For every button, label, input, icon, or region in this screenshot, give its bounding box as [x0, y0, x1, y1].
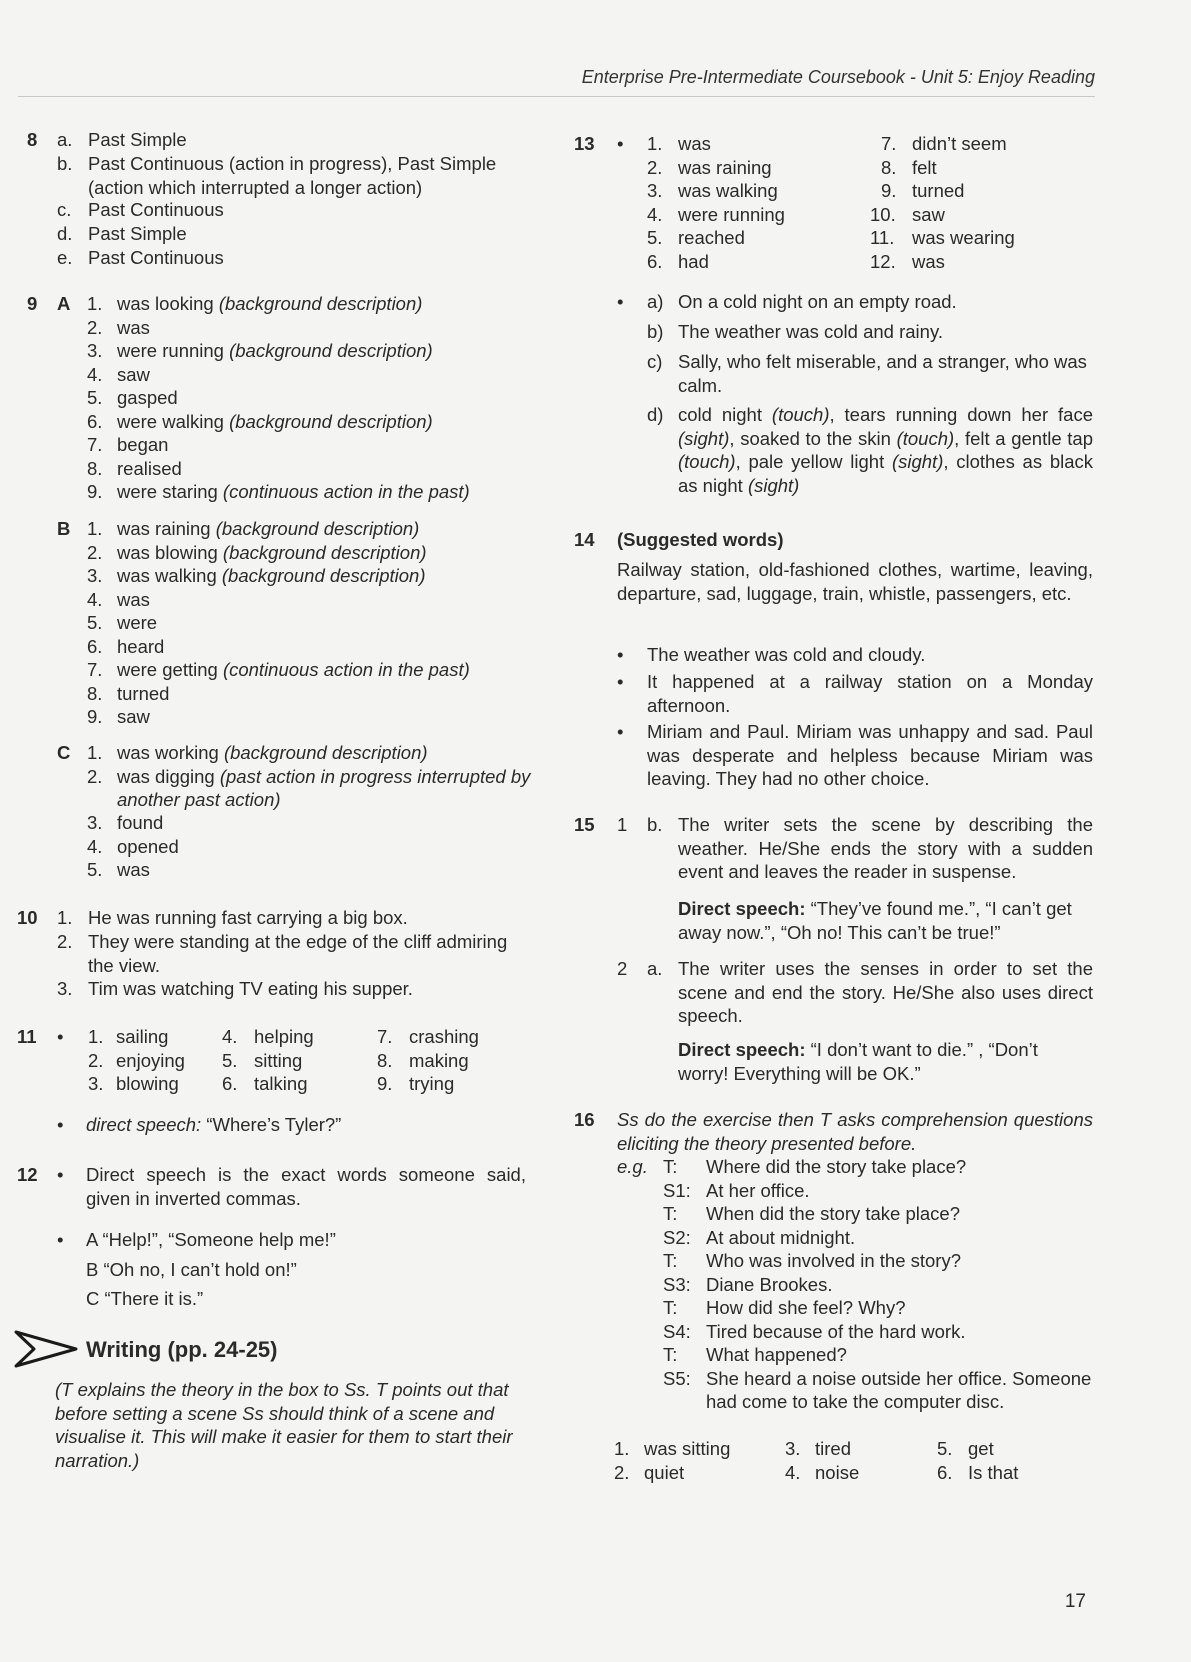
word-number: 11.	[870, 227, 895, 248]
list-item: Past Simple	[88, 129, 187, 150]
word: crashing	[409, 1026, 479, 1047]
word-number: 2.	[614, 1461, 630, 1483]
bullet: •	[617, 644, 624, 665]
bullet: •	[57, 1164, 64, 1185]
exercise-15-direct-speech-1	[678, 897, 1093, 944]
word-number: 12.	[870, 250, 896, 272]
exercise-15-part-1: 1	[617, 814, 628, 835]
exercise-14-title: (Suggested words)	[617, 529, 784, 550]
exercise-13-answer-c: Sally, who felt miserable, and a stranger, who was calm.	[678, 351, 1087, 396]
list-item-number: 7.	[87, 434, 103, 455]
answer-note: (past action in progress interrupted by another past action)	[117, 765, 531, 810]
list-item: Past Continuous	[88, 199, 224, 220]
exercise-14-words: Railway station, old-fashioned clothes, wartime, leaving, departure, sad, luggage, train, whistle, passengers, etc.	[617, 559, 1093, 604]
word-number: 3.	[88, 1073, 104, 1094]
answer-text: was blowing	[117, 541, 218, 563]
speaker: S5:	[663, 1367, 691, 1389]
word: blowing	[116, 1073, 179, 1094]
list-item-number: 2.	[57, 931, 73, 952]
list-item-number: 1.	[87, 742, 103, 763]
list-item-number: 4.	[87, 363, 103, 385]
writing-heading: Writing (pp. 24-25)	[86, 1337, 278, 1362]
list-item-number: 4.	[87, 835, 103, 857]
answer-note: (background description)	[229, 410, 433, 432]
dialogue-line: She heard a noise outside her office. Someone had come to take the computer disc.	[706, 1367, 1092, 1412]
exercise-9-section-a: A	[57, 293, 71, 314]
word-number: 5.	[937, 1438, 953, 1459]
word-number: 1.	[647, 133, 663, 154]
list-item-letter: d.	[57, 223, 73, 244]
exercise-15-answer-1: The writer sets the scene by describing the weather. He/She ends the story with a sudden event and leaves the reader in suspense.	[678, 814, 1093, 882]
word-number: 1.	[88, 1026, 104, 1047]
word: felt	[912, 156, 937, 178]
word: was	[912, 250, 945, 272]
answer-text: saw	[117, 706, 150, 727]
list-item-number: 2.	[87, 541, 103, 563]
word: sailing	[116, 1026, 169, 1047]
list-item-number: 8.	[87, 682, 103, 704]
sense-note: (touch)	[771, 404, 830, 425]
list-item-number: 3.	[87, 340, 103, 361]
word-number: 7.	[881, 133, 897, 154]
direct-speech-label: Direct speech:	[678, 1039, 806, 1060]
list-item-number: 7.	[87, 659, 103, 680]
answer-note: (background description)	[221, 565, 426, 586]
word-number: 8.	[881, 156, 897, 178]
dialogue-line: When did the story take place?	[706, 1203, 961, 1224]
answer-text: turned	[117, 682, 170, 704]
word: making	[409, 1049, 469, 1071]
exercise-16-intro: Ss do the exercise then T asks comprehension questions eliciting the theory presented before.	[617, 1109, 1093, 1154]
sense-note: (sight)	[678, 427, 730, 449]
exercise-8-number: 8	[27, 129, 38, 150]
list-item: Past Continuous	[88, 247, 224, 268]
list-item-number: 1.	[87, 293, 103, 314]
word: was sitting	[644, 1438, 731, 1459]
answer-note: (continuous action in the past)	[222, 481, 470, 502]
word: noise	[815, 1461, 860, 1483]
word-number: 6.	[937, 1461, 953, 1483]
list-item: The weather was cold and cloudy.	[647, 644, 926, 665]
answer-text: was working	[117, 742, 219, 763]
list-item-number: 8.	[87, 457, 103, 479]
direct-speech-text: “I don’t want to die.” , “Don’t worry! Everything will be OK.”	[678, 1039, 1038, 1084]
exercise-15-number: 15	[574, 814, 595, 835]
speaker: T:	[663, 1250, 678, 1271]
word: was raining	[678, 156, 772, 178]
exercise-13-number: 13	[574, 133, 595, 154]
sense-phrase: , clothes as black as night	[678, 451, 1094, 496]
speaker: S3:	[663, 1273, 691, 1295]
list-item: Miriam and Paul. Miriam was unhappy and sad. Paul was desperate and helpless because Miriam was leaving. They had no other choice.	[647, 721, 1093, 789]
list-item-letter: b.	[57, 153, 73, 174]
word: quiet	[644, 1461, 685, 1483]
list-item: Tim was watching TV eating his supper.	[88, 978, 413, 999]
word: saw	[912, 203, 945, 225]
word-number: 6.	[647, 250, 663, 272]
page-header: Enterprise Pre-Intermediate Coursebook - Unit 5: Enjoy Reading	[581, 67, 1095, 87]
word-number: 1.	[614, 1438, 630, 1459]
word-number: 3.	[647, 180, 663, 201]
exercise-9-number: 9	[27, 293, 38, 314]
word: reached	[678, 227, 745, 248]
answer-text: was	[117, 859, 150, 880]
word-number: 3.	[785, 1438, 801, 1459]
list-item-number: 5.	[87, 859, 103, 880]
exercise-13-answer-a: On a cold night on an empty road.	[678, 291, 957, 312]
word: was walking	[678, 180, 778, 201]
word: turned	[912, 180, 965, 201]
exercise-13-letter-a: a)	[647, 291, 664, 312]
sense-note: (sight)	[891, 451, 944, 472]
list-item-number: 2.	[87, 765, 103, 787]
word-number: 5.	[647, 227, 663, 248]
dialogue-line: Tired because of the hard work.	[706, 1320, 966, 1342]
exercise-15-letter-b: b.	[647, 814, 663, 835]
answer-text: were staring	[117, 481, 218, 502]
list-item: It happened at a railway station on a Monday afternoon.	[647, 671, 1093, 716]
list-item-letter: a.	[57, 129, 73, 150]
bullet: •	[617, 721, 624, 742]
word-number: 4.	[222, 1026, 238, 1047]
bullet: •	[57, 1026, 64, 1047]
list-item: Past Continuous (action in progress), Past Simple (action which interrupted a longer action)	[88, 153, 497, 198]
exercise-13-answer-d	[678, 403, 1093, 497]
exercise-12-answer-a: A “Help!”, “Someone help me!”	[86, 1229, 336, 1250]
sense-phrase: cold night	[678, 404, 762, 425]
page-number: 17	[1064, 1591, 1086, 1612]
answer-text: were walking	[117, 410, 224, 432]
word-number: 9.	[377, 1073, 393, 1094]
word: sitting	[254, 1049, 303, 1071]
answer-text: was	[117, 588, 150, 610]
word-number: 7.	[377, 1026, 393, 1047]
list-item: Past Simple	[88, 223, 187, 244]
speaker: T:	[663, 1344, 678, 1365]
list-item-letter: c.	[57, 199, 72, 220]
exercise-16-eg: e.g.	[617, 1156, 648, 1177]
exercise-15-answer-2: The writer uses the senses in order to set the scene and end the story. He/She also uses direct speech.	[678, 958, 1093, 1026]
answer-text: was raining	[117, 518, 211, 539]
answer-note: (continuous action in the past)	[222, 659, 470, 680]
writing-note: (T explains the theory in the box to Ss. T points out that before setting a scene Ss should think of a scene and visualise it. This will make it easier for them to start their narration.)	[55, 1379, 513, 1471]
exercise-13-answer-b: The weather was cold and rainy.	[678, 321, 943, 342]
list-item-number: 2.	[87, 316, 103, 338]
list-item-number: 6.	[87, 410, 103, 432]
exercise-9-section-b: B	[57, 518, 71, 539]
answer-note: (background description)	[218, 293, 423, 314]
word: didn’t seem	[912, 133, 1007, 154]
word-number: 2.	[647, 156, 663, 178]
word-number: 8.	[377, 1049, 393, 1071]
exercise-9-section-c: C	[57, 742, 71, 763]
word-number: 4.	[647, 203, 663, 225]
answer-text: were getting	[117, 659, 218, 680]
list-item-number: 6.	[87, 635, 103, 657]
direct-speech-label: Direct speech:	[678, 898, 806, 919]
bullet: •	[617, 291, 624, 312]
word-number: 4.	[785, 1461, 801, 1483]
list-item-number: 9.	[87, 706, 103, 727]
direct-speech-text: “Where’s Tyler?”	[206, 1114, 342, 1135]
exercise-15-direct-speech-2	[678, 1038, 1093, 1085]
sense-note: (touch)	[678, 451, 736, 472]
list-item-number: 1.	[87, 518, 103, 539]
speaker: S1:	[663, 1179, 691, 1201]
word: had	[678, 250, 709, 272]
list-item-number: 5.	[87, 387, 103, 408]
word: Is that	[968, 1461, 1019, 1483]
list-item-number: 3.	[57, 978, 73, 999]
word: enjoying	[116, 1049, 185, 1071]
speaker: T:	[663, 1297, 678, 1318]
exercise-15-letter-a: a.	[647, 958, 663, 979]
word: was wearing	[912, 227, 1015, 248]
exercise-12-number: 12	[17, 1164, 38, 1185]
exercise-12-definition: Direct speech is the exact words someone said, given in inverted commas.	[86, 1164, 526, 1209]
direct-speech-label: direct speech:	[86, 1114, 202, 1135]
answer-text: found	[117, 812, 164, 833]
word: was	[678, 133, 711, 154]
speaker: T:	[663, 1203, 678, 1224]
answer-text: was walking	[117, 565, 217, 586]
sense-note: (touch)	[896, 427, 955, 449]
word: were running	[678, 203, 785, 225]
answer-text: were running	[117, 340, 224, 361]
speaker: S4:	[663, 1320, 691, 1342]
answer-text: heard	[117, 635, 165, 657]
answer-text: were	[117, 612, 158, 633]
list-item-number: 3.	[87, 565, 103, 586]
exercise-15-part-2: 2	[617, 958, 628, 979]
dialogue-line: Who was involved in the story?	[706, 1250, 962, 1271]
answer-text: was looking	[117, 293, 214, 314]
answer-note: (background description)	[215, 518, 420, 539]
dialogue-line: What happened?	[706, 1344, 847, 1365]
word: helping	[254, 1026, 314, 1047]
word: talking	[254, 1073, 308, 1094]
exercise-14-number: 14	[574, 529, 595, 550]
word: trying	[409, 1073, 455, 1094]
word-number: 6.	[222, 1073, 238, 1094]
word-number: 10.	[870, 203, 896, 225]
list-item-number: 4.	[87, 588, 103, 610]
sense-phrase: , tears running down her face	[829, 404, 1093, 425]
list-item-letter: e.	[57, 247, 73, 268]
answer-text: gasped	[117, 387, 178, 408]
exercise-12-answer-c: C “There it is.”	[86, 1288, 204, 1309]
dialogue-line: At her office.	[706, 1179, 810, 1201]
exercise-13-letter-b: b)	[647, 321, 664, 342]
direct-speech-text: “They’ve found me.”, “I can’t get away now.”, “Oh no! This can’t be true!”	[678, 898, 1072, 943]
answer-text: saw	[117, 363, 150, 385]
list-item: He was running fast carrying a big box.	[88, 907, 408, 928]
speaker: T:	[663, 1156, 678, 1177]
word: get	[968, 1438, 994, 1459]
bullet: •	[617, 671, 624, 692]
answer-text: realised	[117, 457, 182, 479]
bullet: •	[57, 1229, 64, 1250]
list-item-number: 3.	[87, 812, 103, 833]
bullet: •	[617, 133, 624, 154]
speaker: S2:	[663, 1226, 691, 1248]
sense-note: (sight)	[747, 474, 800, 496]
exercise-13-letter-c: c)	[647, 351, 663, 372]
sense-phrase: , soaked to the skin	[729, 427, 891, 449]
answer-text: opened	[117, 835, 179, 857]
dialogue-line: Diane Brookes.	[706, 1273, 833, 1295]
answer-text: was	[117, 316, 150, 338]
exercise-10-number: 10	[17, 907, 38, 928]
exercise-16-number: 16	[574, 1109, 595, 1130]
word-number: 5.	[222, 1049, 238, 1071]
exercise-11-number: 11	[17, 1026, 37, 1047]
answer-note: (background description)	[222, 541, 427, 563]
word-number: 9.	[881, 180, 897, 201]
list-item-number: 9.	[87, 481, 103, 502]
answer-text: was digging	[117, 765, 215, 787]
answer-text: began	[117, 434, 169, 455]
dialogue-line: How did she feel? Why?	[706, 1297, 906, 1318]
exercise-13-letter-d: d)	[647, 404, 664, 425]
word-number: 2.	[88, 1049, 104, 1071]
answer-note: (background description)	[229, 340, 433, 361]
bullet: •	[57, 1114, 64, 1135]
answer-note: (background description)	[223, 742, 428, 763]
exercise-12-answer-b: B “Oh no, I can’t hold on!”	[86, 1259, 297, 1280]
list-item-number: 5.	[87, 612, 103, 633]
list-item-number: 1.	[57, 907, 73, 928]
dialogue-line: At about midnight.	[706, 1226, 856, 1248]
dialogue-line: Where did the story take place?	[706, 1156, 967, 1177]
word: tired	[815, 1438, 851, 1459]
sense-phrase: , pale yellow light	[735, 451, 885, 472]
list-item: They were standing at the edge of the cliff admiring the view.	[88, 931, 508, 976]
sense-phrase: , felt a gentle tap	[954, 427, 1094, 449]
